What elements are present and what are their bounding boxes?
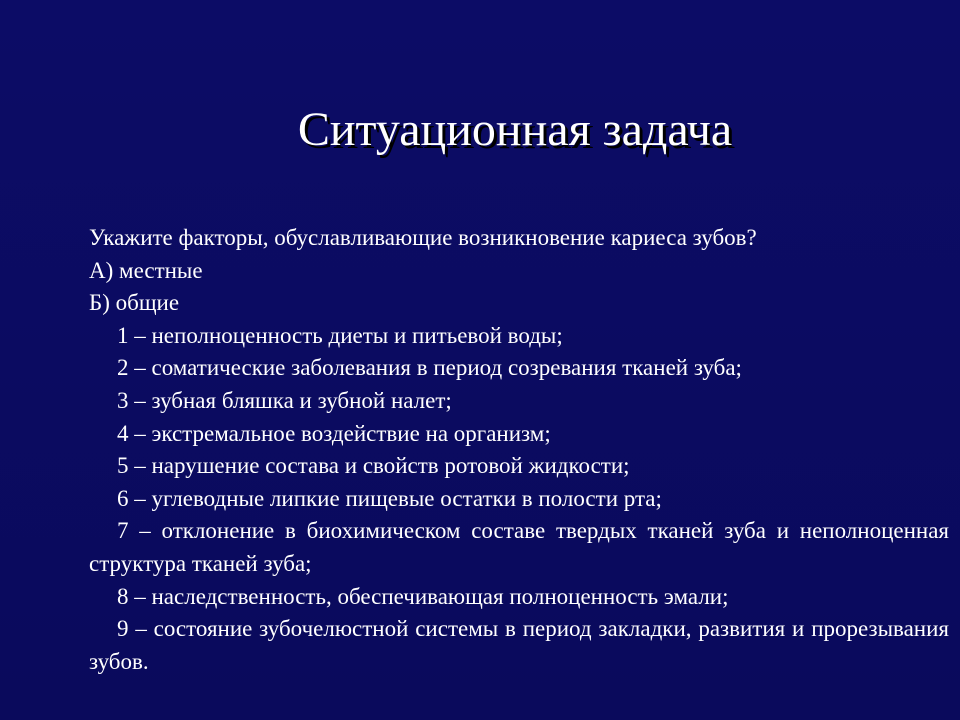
slide-body xyxy=(89,222,949,678)
factor-item-9: 9 – состояние зубочелюстной системы в период закладки, развития и прорезывания зубов. xyxy=(89,616,949,674)
factor-item-7: 7 – отклонение в биохимическом составе твердых тканей зуба и неполноценная структура тканей зуба; xyxy=(89,518,949,576)
factor-item-1: 1 – неполноценность диеты и питьевой воды; xyxy=(117,322,563,348)
factor-item-2: 2 – соматические заболевания в период созревания тканей зуба; xyxy=(117,355,742,381)
option-a: А) местные xyxy=(89,257,203,283)
question-text: Укажите факторы, обуславливающие возникновение кариеса зубов? xyxy=(89,225,757,250)
factor-item-8: 8 – наследственность, обеспечивающая полноценность эмали; xyxy=(117,583,729,609)
factor-item-5: 5 – нарушение состава и свойств ротовой жидкости; xyxy=(117,453,630,479)
slide-title: Ситуационная задача xyxy=(297,103,733,156)
factor-item-6: 6 – углеводные липкие пищевые остатки в полости рта; xyxy=(117,485,662,511)
factor-item-4: 4 – экстремальное воздействие на организм; xyxy=(117,420,551,446)
factor-item-3: 3 – зубная бляшка и зубной налет; xyxy=(117,387,452,413)
option-b: Б) общие xyxy=(89,290,180,316)
